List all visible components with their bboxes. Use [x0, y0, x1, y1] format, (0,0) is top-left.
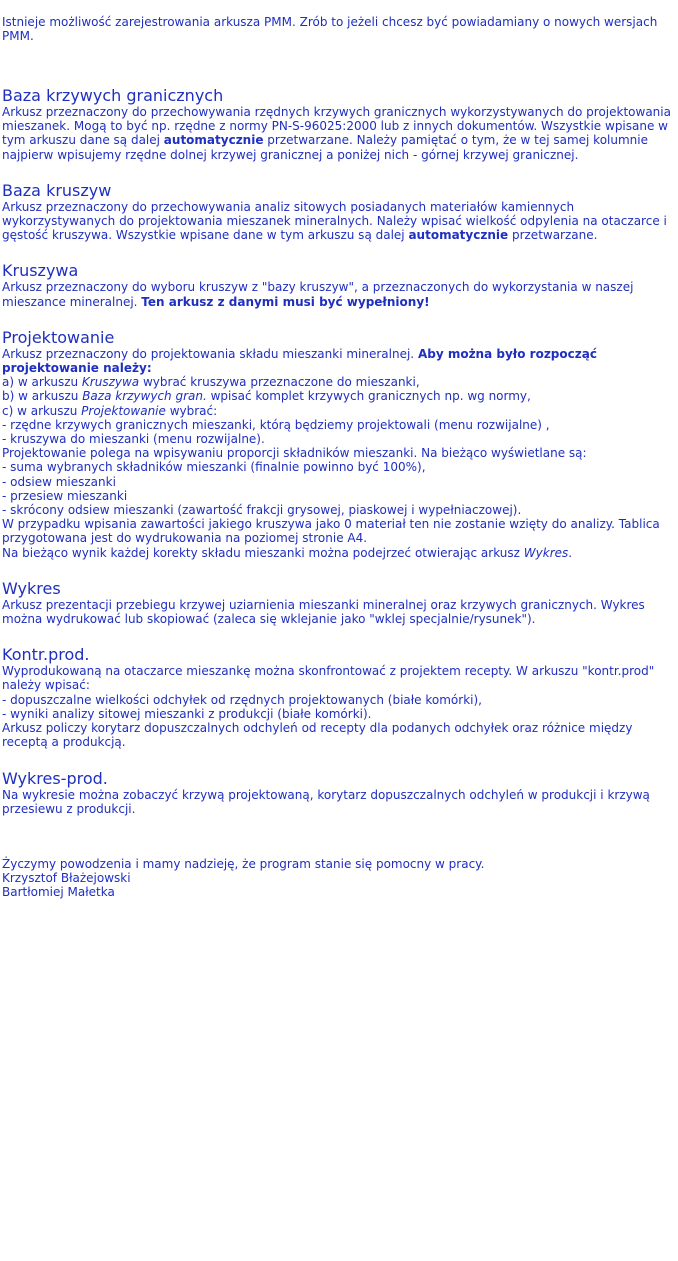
text: Na bieżąco wynik każdej korekty składu mieszanki można podejrzeć otwierając arkusz [2, 545, 524, 560]
spacer [2, 560, 674, 579]
author-name: Krzysztof Błażejowski [2, 871, 131, 886]
spacer [2, 626, 674, 645]
sheet-name: Wykres [523, 545, 569, 560]
text: Arkusz przeznaczony do projektowania składu mieszanki mineralnej. [2, 346, 418, 361]
paragraph: Projektowanie polega na wpisywaniu proporcji składników mieszanki. Na bieżąco wyświetlane są: [2, 446, 587, 461]
list-item: - suma wybranych składników mieszanki (finalnie powinno być 100%), [2, 460, 426, 475]
section-body-baza-krzywych [2, 105, 674, 162]
sheet-name: Baza krzywych gran. [82, 389, 207, 404]
emphasis: Aby można było rozpocząć projektowanie należy: [2, 346, 597, 376]
text: przetwarzane. Należy pamiętać o tym, że w tej samej kolumnie najpierw wpisujemy rzędne dolnej krzywej granicznej a poniżej nich - górnej krzywej granicznej. [2, 133, 648, 162]
section-body-kruszywa [2, 280, 674, 308]
section-body-wykres: Arkusz prezentacji przebiegu krzywej uziarnienia mieszanki mineralnej oraz krzywych granicznych. Wykres można wydrukować lub skopiować (zaleca się wklejanie jako "wklej specjalnie/rysunek"). [2, 597, 645, 627]
document-page [2, 15, 674, 900]
section-baza-kruszyw [2, 181, 674, 243]
section-title-kontr-prod: Kontr.prod. [2, 645, 90, 665]
section-title-wykres: Wykres [2, 578, 61, 598]
text: Arkusz przeznaczony do wyboru kruszyw z "bazy kruszyw", a przeznaczonych do wykorzystania w naszej mieszance mineralnej. [2, 280, 634, 309]
section-title-projektowanie: Projektowanie [2, 327, 115, 347]
list-item: - kruszywa do mieszanki (menu rozwijalne). [2, 432, 265, 447]
list-item: - dopuszczalne wielkości odchyłek od rzędnych projektowanych (białe komórki), [2, 692, 482, 707]
spacer [2, 309, 674, 328]
section-baza-krzywych [2, 86, 674, 162]
spacer [2, 162, 674, 181]
text: Arkusz przeznaczony do przechowywania analiz sitowych posiadanych materiałów kamiennych wykorzystywanych do projektowania mieszanek mineralnych. Należy wpisać wielkość odpylenia na otaczarce i gęstość kruszywa. Wszystkie wpisane dane w tym arkuszu są dalej [2, 199, 667, 243]
section-title-kruszywa: Kruszywa [2, 261, 79, 281]
paragraph [2, 546, 674, 560]
list-item [2, 404, 674, 418]
paragraph: Arkusz policzy korytarz dopuszczalnych odchyleń od recepty dla podanych odchyłek oraz różnice między receptą a produkcją. [2, 721, 633, 750]
closing-wish: Życzymy powodzenia i mamy nadzieję, że program stanie się pomocny w pracy. [2, 856, 485, 871]
list-item: - rzędne krzywych granicznych mieszanki, którą będziemy projektowali (menu rozwijalne) , [2, 417, 550, 432]
text: wybrać: [165, 403, 218, 418]
section-body-wykres-prod: Na wykresie można zobaczyć krzywą projektowaną, korytarz dopuszczalnych odchyleń w produkcji i krzywą przesiewu z produkcji. [2, 787, 650, 816]
emphasis: automatycznie [408, 228, 509, 243]
section-body-kontr-prod: Wyprodukowaną na otaczarce mieszankę można skonfrontować z projektem recepty. W arkuszu "kontr.prod" należy wpisać: [2, 664, 655, 693]
sheet-name: Projektowanie [81, 403, 166, 418]
text: przetwarzane. [508, 228, 598, 243]
author-name: Bartłomiej Małetka [2, 885, 115, 900]
section-kruszywa [2, 261, 674, 308]
list-item: - skrócony odsiew mieszanki (zawartość frakcji grysowej, piaskowej i wypełniaczowej). [2, 503, 522, 518]
registration-note: Istnieje możliwość zarejestrowania arkusza PMM. Zrób to jeżeli chcesz być powiadamiany o nowych wersjach PMM. [2, 15, 658, 43]
section-kontr-prod [2, 645, 674, 749]
list-item [2, 375, 674, 389]
list-item: - wyniki analizy sitowej mieszanki z produkcji (białe komórki). [2, 706, 372, 721]
section-title-baza-kruszyw: Baza kruszyw [2, 180, 112, 200]
spacer [2, 750, 674, 769]
section-title-wykres-prod: Wykres-prod. [2, 768, 108, 788]
section-body-baza-kruszyw [2, 200, 674, 243]
list-item: - odsiew mieszanki [2, 474, 116, 489]
spacer [2, 43, 674, 86]
emphasis: automatycznie [163, 133, 264, 148]
section-wykres-prod [2, 769, 674, 816]
section-wykres [2, 579, 674, 626]
paragraph: W przypadku wpisania zawartości jakiego kruszywa jako 0 materiał ten nie zostanie wzięty do analizy. Tablica przygotowana jest do wydrukowania na poziomej stronie A4. [2, 517, 660, 546]
section-title-baza-krzywych: Baza krzywych granicznych [2, 86, 224, 105]
emphasis: Ten arkusz z danymi musi być wypełniony! [141, 294, 430, 309]
sheet-name: Kruszywa [81, 375, 140, 390]
text: Arkusz przeznaczony do przechowywania rzędnych krzywych granicznych wykorzystywanych do projektowania mieszanek. Mogą to być np. rzędne z normy PN-S-96025:2000 lub z innych dokumentów. Wszystkie wpisane w tym arkuszu dane są dalej [2, 105, 671, 148]
section-projektowanie [2, 328, 674, 560]
section-body-projektowanie [2, 347, 674, 375]
closing [2, 857, 674, 900]
spacer [2, 816, 674, 857]
list-item [2, 389, 674, 403]
text: wybrać kruszywa przeznaczone do mieszanki, [139, 375, 420, 390]
list-item: - przesiew mieszanki [2, 488, 128, 503]
spacer [2, 242, 674, 261]
text: wpisać komplet krzywych granicznych np. wg normy, [206, 389, 531, 404]
text: c) w arkuszu [2, 403, 82, 418]
text: a) w arkuszu [2, 375, 82, 390]
text: . [568, 545, 573, 560]
text: b) w arkuszu [2, 389, 83, 404]
